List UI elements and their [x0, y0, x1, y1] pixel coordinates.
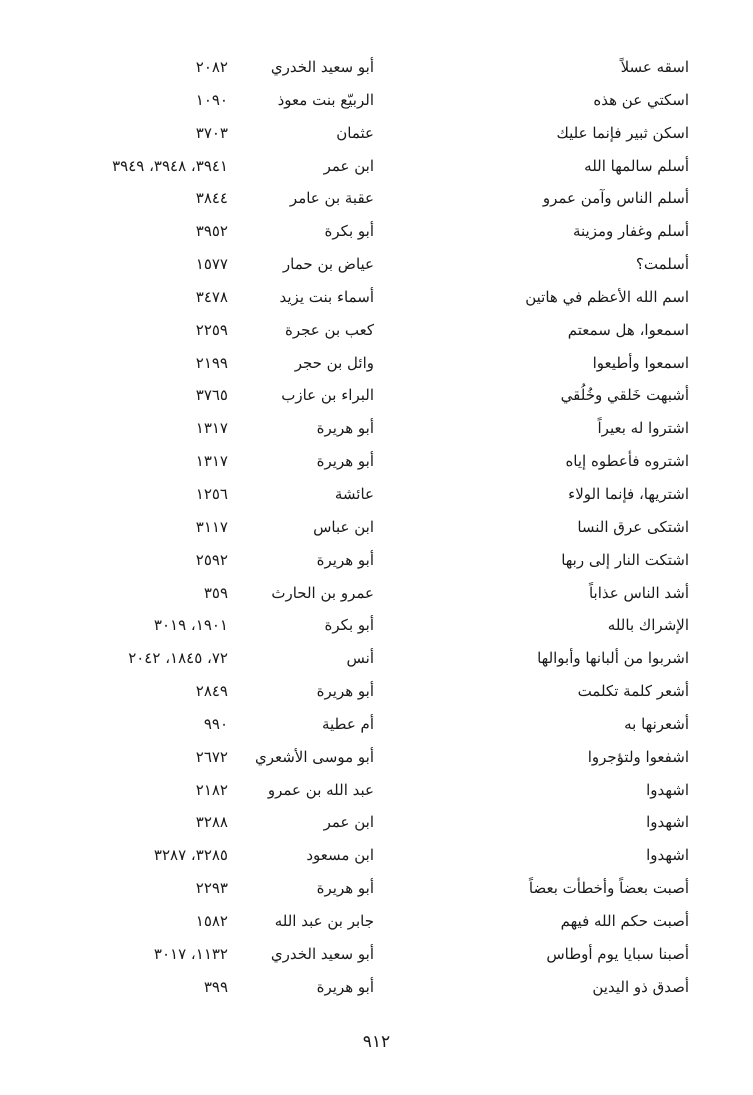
narrator-name: عثمان [336, 123, 374, 142]
hadith-text: اسقه عسلاً [620, 58, 689, 76]
index-row [0, 248, 753, 281]
hadith-text: أصبت بعضاً وأخطأت بعضاً [528, 879, 689, 898]
hadith-numbers: ١٣١٧ [195, 419, 228, 438]
narrator-name: أنس [346, 649, 374, 668]
hadith-text: أصبنا سبايا يوم أوطاس [546, 944, 689, 963]
hadith-text: أسلم الناس وآمن عمرو [542, 189, 689, 208]
index-row [0, 117, 753, 150]
index-row [0, 774, 753, 807]
narrator-name: الربيّع بنت معوذ [277, 90, 374, 109]
narrator-name: أبو بكرة [324, 616, 374, 635]
index-row [0, 741, 753, 774]
hadith-numbers: ٣٤٧٨ [195, 287, 228, 306]
index-row [0, 314, 753, 347]
hadith-numbers: ١١٣٢، ٣٠١٧ [153, 944, 228, 963]
narrator-name: ابن عمر [323, 156, 374, 175]
index-row [0, 478, 753, 511]
hadith-text: أشعرنها به [624, 714, 689, 733]
narrator-name: أبو هريرة [316, 977, 374, 996]
index-row [0, 872, 753, 905]
index-row [0, 150, 753, 183]
hadith-text: الإشراك بالله [607, 616, 689, 635]
page-number: ٩١٢ [362, 1032, 391, 1052]
hadith-numbers: ٣٩٤١، ٣٩٤٨، ٣٩٤٩ [112, 156, 228, 175]
index-row [0, 84, 753, 117]
narrator-name: أبو سعيد الخدري [270, 944, 374, 963]
narrator-name: أبو هريرة [316, 550, 374, 569]
narrator-name: أبو هريرة [316, 682, 374, 701]
hadith-numbers: ٢٢٩٣ [195, 879, 228, 898]
narrator-name: أبو بكرة [324, 222, 374, 241]
hadith-text: اشتروا له بعيراً [597, 419, 689, 438]
hadith-numbers: ٣٢٨٥، ٣٢٨٧ [153, 846, 228, 865]
hadith-text: أسلم وغفار ومزينة [572, 222, 689, 241]
index-row [0, 445, 753, 478]
index-row [0, 708, 753, 741]
hadith-text: اسكتي عن هذه [593, 90, 689, 109]
hadith-text: أشد الناس عذاباً [588, 583, 689, 602]
hadith-numbers: ٢١٨٢ [195, 780, 228, 799]
narrator-name: عقبة بن عامر [289, 189, 374, 208]
narrator-name: ابن مسعود [306, 846, 374, 865]
narrator-name: عمرو بن الحارث [271, 583, 374, 602]
hadith-numbers: ١٥٨٢ [195, 911, 228, 930]
hadith-numbers: ١٩٠١، ٣٠١٩ [153, 616, 228, 635]
hadith-text: اشهدوا [646, 780, 689, 799]
hadith-text: أشبهت خَلقي وخُلُقي [560, 386, 689, 405]
hadith-text: أصدق ذو اليدين [592, 977, 689, 996]
narrator-name: أبو هريرة [316, 452, 374, 471]
index-row [0, 577, 753, 610]
index-row [0, 379, 753, 412]
narrator-name: عياض بن حمار [282, 255, 374, 274]
index-row [0, 544, 753, 577]
hadith-index-list [0, 51, 753, 1003]
index-row [0, 347, 753, 380]
hadith-numbers: ٢٠٨٢ [195, 58, 228, 76]
hadith-numbers: ٣٧٠٣ [195, 123, 228, 142]
index-row [0, 675, 753, 708]
narrator-name: البراء بن عازب [281, 386, 374, 405]
hadith-text: اسمعوا، هل سمعتم [567, 320, 689, 339]
hadith-numbers: ١٢٥٦ [195, 484, 228, 503]
index-row [0, 182, 753, 215]
hadith-text: اسكن ثبير فإنما عليك [556, 123, 689, 142]
narrator-name: ابن عمر [323, 813, 374, 832]
narrator-name: أبو موسى الأشعري [254, 747, 374, 766]
hadith-text: اشفعوا ولتؤجروا [587, 747, 689, 766]
hadith-text: اشهدوا [646, 846, 689, 865]
hadith-numbers: ٩٩٠ [203, 714, 228, 733]
narrator-name: عائشة [334, 484, 374, 503]
index-row [0, 642, 753, 675]
hadith-numbers: ٣٩٥٢ [195, 222, 228, 241]
narrator-name: أسماء بنت يزيد [279, 287, 374, 306]
index-row [0, 806, 753, 839]
hadith-numbers: ٣١١٧ [195, 517, 228, 536]
hadith-numbers: ٢٢٥٩ [195, 320, 228, 339]
index-row [0, 215, 753, 248]
narrator-name: أم عطية [321, 714, 374, 733]
narrator-name: ابن عباس [313, 517, 374, 536]
hadith-text: اشربوا من ألبانها وأبوالها [537, 649, 689, 668]
index-row [0, 281, 753, 314]
narrator-name: أبو هريرة [316, 419, 374, 438]
narrator-name: أبو سعيد الخدري [270, 58, 374, 76]
index-row [0, 839, 753, 872]
hadith-numbers: ٧٢، ١٨٤٥، ٢٠٤٢ [128, 649, 228, 668]
hadith-numbers: ١٣١٧ [195, 452, 228, 471]
narrator-name: وائل بن حجر [294, 353, 374, 372]
narrator-name: عبد الله بن عمرو [267, 780, 374, 799]
narrator-name: أبو هريرة [316, 879, 374, 898]
hadith-text: اشتروه فأعطوه إياه [565, 452, 689, 471]
hadith-text: اسمعوا وأطيعوا [592, 353, 689, 372]
index-row [0, 609, 753, 642]
hadith-numbers: ٣٧٦٥ [195, 386, 228, 405]
hadith-numbers: ٢١٩٩ [195, 353, 228, 372]
hadith-numbers: ٣٢٨٨ [195, 813, 228, 832]
hadith-numbers: ١٥٧٧ [195, 255, 228, 274]
hadith-numbers: ٣٥٩ [203, 583, 228, 602]
hadith-numbers: ٣٩٩ [203, 977, 228, 996]
hadith-text: أسلم سالمها الله [584, 156, 689, 175]
hadith-numbers: ٢٦٧٢ [195, 747, 228, 766]
hadith-text: اسم الله الأعظم في هاتين [525, 287, 689, 306]
index-row [0, 412, 753, 445]
hadith-text: اشتكت النار إلى ربها [561, 550, 689, 569]
hadith-numbers: ٢٨٤٩ [195, 682, 228, 701]
narrator-name: جابر بن عبد الله [274, 911, 374, 930]
hadith-numbers: ٢٥٩٢ [195, 550, 228, 569]
index-row [0, 905, 753, 938]
hadith-text: اشتكى عرق النسا [577, 517, 689, 536]
hadith-numbers: ٣٨٤٤ [195, 189, 228, 208]
hadith-text: أسلمت؟ [635, 255, 689, 274]
hadith-text: أصبت حكم الله فيهم [560, 911, 689, 930]
index-row [0, 511, 753, 544]
narrator-name: كعب بن عجرة [284, 320, 374, 339]
hadith-text: اشهدوا [646, 813, 689, 832]
hadith-numbers: ١٠٩٠ [195, 90, 228, 109]
hadith-text: اشتريها، فإنما الولاء [568, 484, 689, 503]
index-row [0, 938, 753, 971]
index-row [0, 971, 753, 1004]
index-row [0, 51, 753, 84]
hadith-text: أشعر كلمة تكلمت [577, 682, 689, 701]
